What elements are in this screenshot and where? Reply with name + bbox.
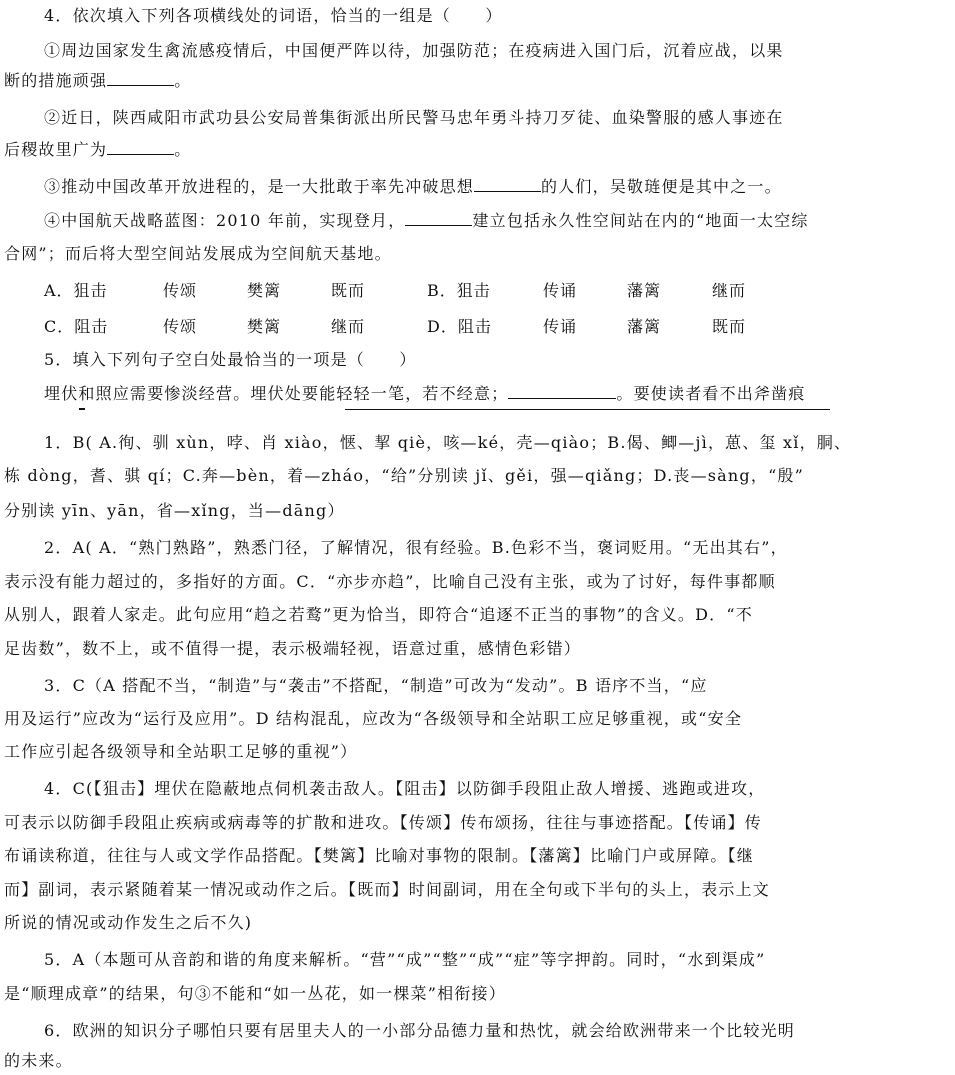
q4-sentence-1-end: 。 bbox=[174, 71, 192, 90]
q4-sentence-4-line-1 bbox=[44, 211, 809, 231]
divider-rule bbox=[345, 409, 830, 410]
answer-2-line-3: 从别人，跟着人家走。此句应用“趋之若鹜”更为恰当，即符合“追逐不正当的事物”的含义。D．“不 bbox=[4, 605, 753, 624]
q4-blank-1 bbox=[107, 71, 174, 86]
q5-stem: 5．填入下列句子空白处最恰当的一项是（ ） bbox=[44, 350, 417, 369]
answer-4-line-4: 而】副词，表示紧随着某一情况或动作之后。【既而】时间副词，用在全句或下半句的头上，表示上文 bbox=[4, 880, 771, 899]
q4-option-b-1: B．狙击 bbox=[427, 281, 491, 300]
answer-2-line-4: 足齿数”，数不上，或不值得一提，表示极端轻视，语意过重，感情色彩错） bbox=[4, 639, 581, 658]
q4-sentence-4-text-b: 建立包括永久性空间站在内的“地面一太空综 bbox=[472, 211, 809, 230]
q4-sentence-1-line-2 bbox=[4, 71, 191, 91]
q4-option-c-2: 传颂 bbox=[163, 317, 198, 336]
q4-blank-3 bbox=[474, 177, 541, 192]
q4-sentence-4-text-a: ④中国航天战略蓝图：2010 年前，实现登月， bbox=[44, 211, 406, 230]
answer-4-line-2: 可表示以防御手段阻止疾病或病毒等的扩散和进攻。【传颂】传布颂扬，往往与事迹搭配。【传诵】传 bbox=[4, 813, 763, 832]
q5-body bbox=[44, 384, 806, 404]
answer-4-line-3: 布诵读称道，往往与人或文学作品搭配。【樊篱】比喻对事物的限制。【藩篱】比喻门户或屏障。【继 bbox=[4, 846, 755, 865]
answer-2-line-2: 表示没有能力超过的，多指好的方面。C．“亦步亦趋”，比喻自己没有主张，或为了讨好，每件事都顺 bbox=[4, 572, 776, 591]
answer-4-line-5: 所说的情况或动作发生之后不久) bbox=[4, 913, 253, 932]
q4-option-d-4: 既而 bbox=[712, 317, 747, 336]
q4-sentence-3 bbox=[44, 177, 782, 197]
answer-6-line-2: 的未来。 bbox=[4, 1051, 73, 1070]
q4-sentence-2-line-1: ②近日，陕西咸阳市武功县公安局普集街派出所民警马忠年勇斗持刀歹徒、血染警服的感人事迹在 bbox=[44, 108, 784, 127]
answer-1-line-3: 分别读 yīn、yān，省—xǐng，当—dāng） bbox=[4, 501, 345, 520]
answer-3-line-3: 工作应引起各级领导和全站职工足够的重视”） bbox=[4, 742, 358, 761]
q4-sentence-1-line-1: ①周边国家发生禽流感疫情后，中国便严阵以待，加强防范；在疫病进入国门后，沉着应战，以果 bbox=[44, 41, 784, 60]
answer-2-line-1: 2．A( A．“熟门熟路”，熟悉门径，了解情况，很有经验。B.色彩不当，褒词贬用。“无出其右”， bbox=[44, 538, 788, 557]
q4-blank-2 bbox=[107, 140, 174, 155]
q4-option-a-3: 樊篱 bbox=[247, 281, 282, 300]
q4-option-c-4: 继而 bbox=[331, 317, 366, 336]
q5-body-text-a: 埋伏和照应需要惨淡经营。埋伏处要能轻轻一笔，若不经意； bbox=[44, 384, 509, 403]
q4-sentence-2-end: 。 bbox=[174, 140, 192, 159]
answer-5-line-1: 5．A（本题可从音韵和谐的角度来解析。“营”“成”“整”“成”“症”等字押韵。同时，“水到渠成” bbox=[44, 950, 766, 969]
q4-option-b-3: 藩篱 bbox=[627, 281, 662, 300]
q4-option-d-3: 藩篱 bbox=[627, 317, 662, 336]
q4-blank-4 bbox=[405, 211, 472, 226]
q4-option-a-4: 既而 bbox=[331, 281, 366, 300]
q4-option-d-1: D．阻击 bbox=[427, 317, 492, 336]
q4-sentence-1-text: 断的措施顽强 bbox=[4, 71, 108, 90]
answer-5-line-2: 是“顺理成章”的结果，句③不能和“如一丛花，如一棵菜”相衔接） bbox=[4, 984, 506, 1003]
answer-3-line-2: 用及运行”应改为“运行及应用”。D 结构混乱，应改为“各级领导和全站职工应足够重视，或“安全 bbox=[4, 709, 743, 728]
q4-option-d-2: 传诵 bbox=[543, 317, 578, 336]
q5-body-text-b: 。要使读者看不出斧凿痕 bbox=[616, 384, 806, 403]
q4-sentence-2-line-2 bbox=[4, 140, 191, 160]
page-cut-divider bbox=[0, 404, 955, 416]
answer-6-line-1: 6．欧洲的知识分子哪怕只要有居里夫人的一小部分品德力量和热忱，就会给欧洲带来一个比较光明 bbox=[44, 1021, 795, 1040]
q4-option-b-4: 继而 bbox=[712, 281, 747, 300]
q4-option-c-3: 樊篱 bbox=[247, 317, 282, 336]
q4-option-c-1: C．阻击 bbox=[44, 317, 109, 336]
q4-sentence-3-text-b: 的人们，吴敬琏便是其中之一。 bbox=[541, 177, 782, 196]
divider-tick bbox=[79, 408, 85, 410]
q5-blank bbox=[508, 384, 616, 399]
q4-option-a-1: A．狙击 bbox=[44, 281, 108, 300]
answer-1-line-2: 栋 dòng，耆、骐 qí；C.奔—bèn，着—zháo，“给”分别读 jǐ、gěi，强—qiǎng；D.丧—sàng，“殷” bbox=[4, 466, 805, 485]
q4-sentence-2-text: 后稷故里广为 bbox=[4, 140, 108, 159]
q4-sentence-3-text-a: ③推动中国改革开放进程的，是一大批敢于率先冲破思想 bbox=[44, 177, 475, 196]
q4-option-b-2: 传诵 bbox=[543, 281, 578, 300]
answer-3-line-1: 3．C（A 搭配不当，“制造”与“袭击”不搭配，“制造”可改为“发动”。B 语序不当，“应 bbox=[44, 676, 708, 695]
q4-sentence-4-line-2: 合网”；而后将大型空间站发展成为空间航天基地。 bbox=[4, 244, 392, 263]
answer-1-line-1: 1．B( A.徇、驯 xùn，哱、肖 xiào，惬、挈 qiè，咳—ké，壳—qiào；B.偈、鲫—jì，葸、玺 xǐ，胴、 bbox=[44, 433, 852, 452]
q4-option-a-2: 传颂 bbox=[163, 281, 198, 300]
q4-stem: 4．依次填入下列各项横线处的词语，恰当的一组是（ ） bbox=[44, 6, 503, 25]
answer-4-line-1: 4．C(【狙击】埋伏在隐蔽地点伺机袭击敌人。【阻击】以防御手段阻止敌人增援、逃跑或进攻， bbox=[44, 779, 766, 798]
